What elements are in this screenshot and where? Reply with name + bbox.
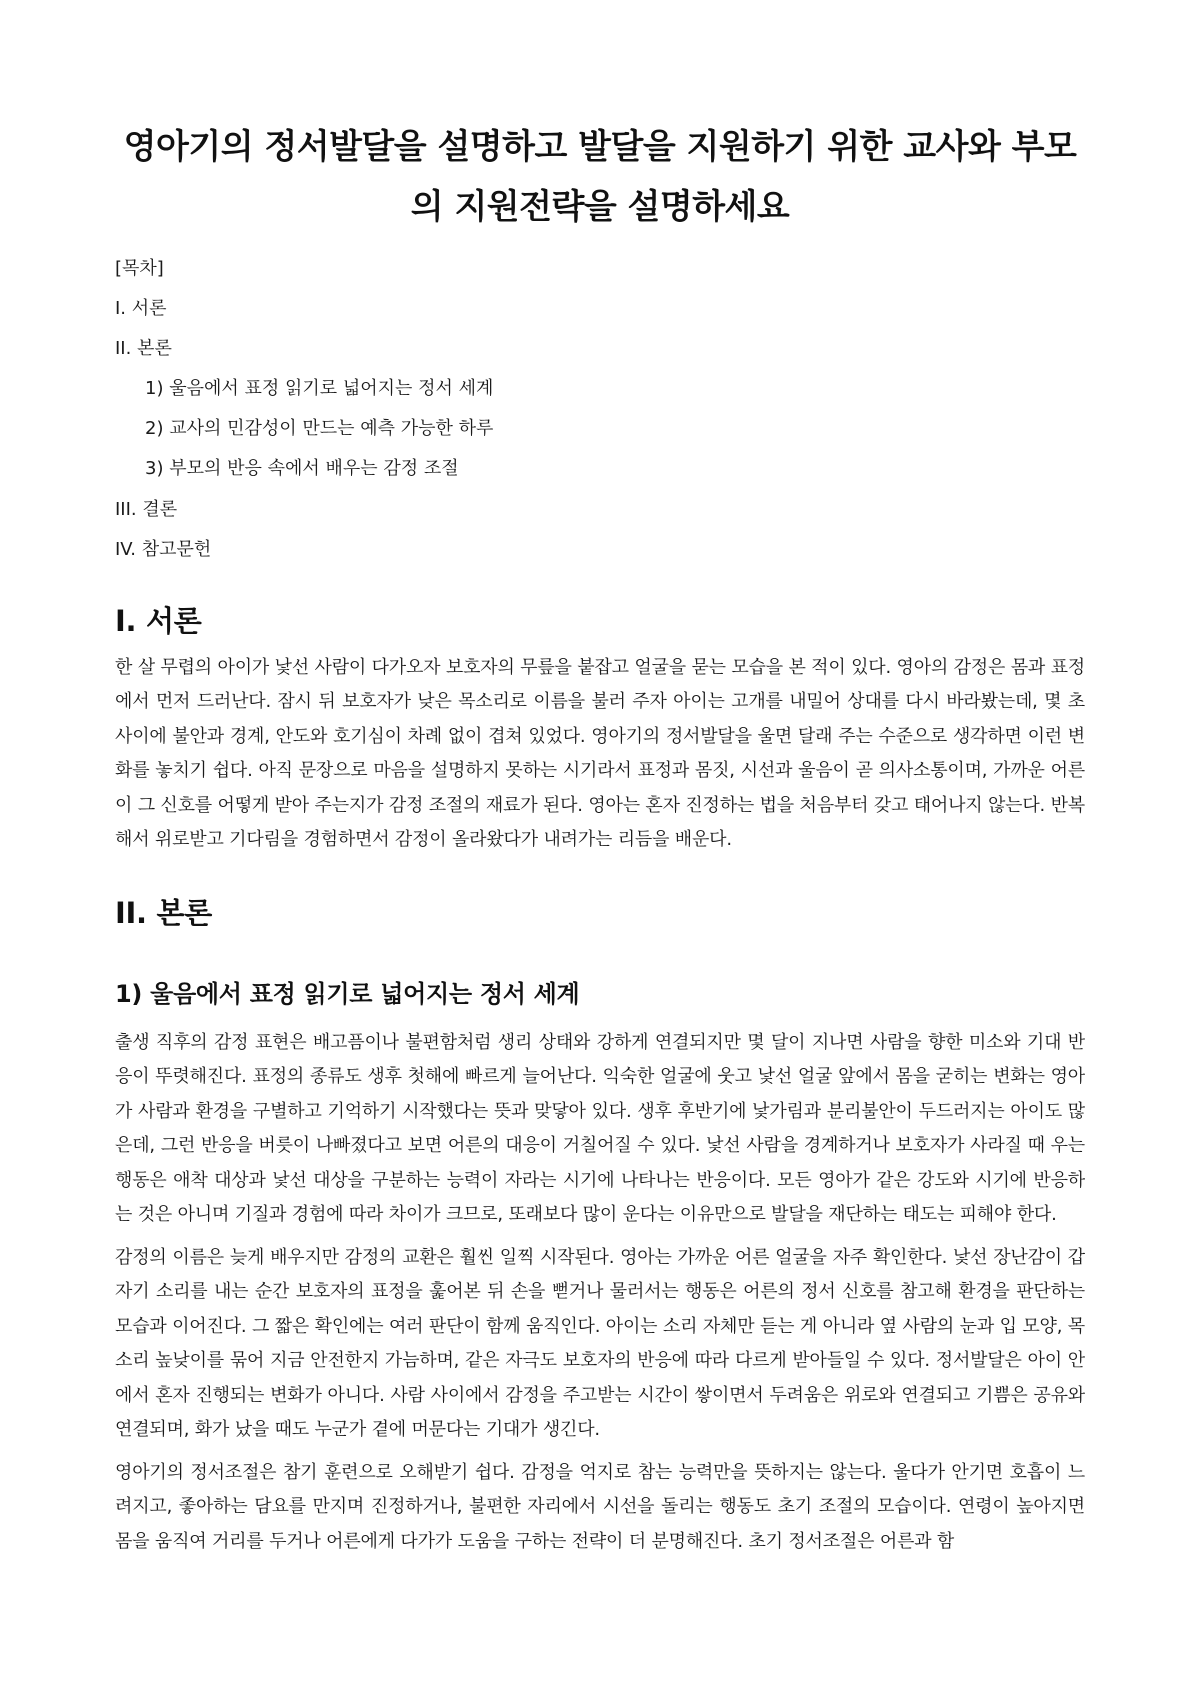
toc-item-conclusion: III. 결론: [115, 498, 178, 520]
body-paragraph-3: 영아기의 정서조절은 참기 훈련으로 오해받기 쉽다. 감정을 억지로 참는 능력만을 뜻하지는 않는다. 울다가 안기면 호흡이 느려지고, 좋아하는 담요를 만지며 진정하거나, 불편한 자리에서 시선을 돌리는 행동도 초기 조절의 모습이다. 연령이 높아지면 몸을 움직여 거리를 두거나 어른에게 다가가 도움을 구하는 전략이 더 분명해진다. 초기 정서조절은 어른과 함: [115, 1461, 1085, 1552]
section-heading-intro: I. 서론: [115, 603, 202, 638]
toc-item-intro: I. 서론: [115, 298, 167, 320]
toc-subitem-1: 1) 울음에서 표정 읽기로 넓어지는 정서 세계: [145, 378, 494, 400]
toc-heading: [목차]: [115, 258, 164, 279]
toc-subitem-3: 3) 부모의 반응 속에서 배우는 감정 조절: [145, 458, 459, 480]
toc-item-body: II. 본론: [115, 338, 172, 360]
document-title: 영아기의 정서발달을 설명하고 발달을 지원하기 위한 교사와 부모의 지원전략을 설명하세요: [123, 127, 1077, 227]
table-of-contents: [115, 249, 1085, 570]
toc-item-references: IV. 참고문헌: [115, 538, 212, 560]
toc-subitem-2: 2) 교사의 민감성이 만드는 예측 가능한 하루: [145, 418, 494, 440]
subsection-heading-1: 1) 울음에서 표정 읽기로 넓어지는 정서 세계: [115, 979, 580, 1008]
body-paragraph-1: 출생 직후의 감정 표현은 배고픔이나 불편함처럼 생리 상태와 강하게 연결되지만 몇 달이 지나면 사람을 향한 미소와 기대 반응이 뚜렷해진다. 표정의 종류도 생후 첫해에 빠르게 늘어난다. 익숙한 얼굴에 웃고 낯선 얼굴 앞에서 몸을 굳히는 변화는 영아가 사람과 환경을 구별하고 기억하기 시작했다는 뜻과 맞닿아 있다. 생후 후반기에 낯가림과 분리불안이 두드러지는 아이도 많은데, 그런 반응을 버릇이 나빠졌다고 보면 어른의 대응이 거칠어질 수 있다. 낯선 사람을 경계하거나 보호자가 사라질 때 우는 행동은 애착 대상과 낯선 대상을 구분하는 능력이 자라는 시기에 나타나는 반응이다. 모든 영아가 같은 강도와 시기에 반응하는 것은 아니며 기질과 경험에 따라 차이가 크므로, 또래보다 많이 운다는 이유만으로 발달을 재단하는 태도는 피해야 한다.: [115, 1031, 1085, 1226]
section-heading-body: II. 본론: [115, 895, 212, 930]
body-paragraph-2: 감정의 이름은 늦게 배우지만 감정의 교환은 훨씬 일찍 시작된다. 영아는 가까운 어른 얼굴을 자주 확인한다. 낯선 장난감이 갑자기 소리를 내는 순간 보호자의 표정을 훑어본 뒤 손을 뻗거나 물러서는 행동은 어른의 정서 신호를 참고해 환경을 판단하는 모습과 이어진다. 그 짧은 확인에는 여러 판단이 함께 움직인다. 아이는 소리 자체만 듣는 게 아니라 옆 사람의 눈과 입 모양, 목소리 높낮이를 묶어 지금 안전한지 가늠하며, 같은 자극도 보호자의 반응에 따라 다르게 받아들일 수 있다. 정서발달은 아이 안에서 혼자 진행되는 변화가 아니다. 사람 사이에서 감정을 주고받는 시간이 쌓이면서 두려움은 위로와 연결되고 기쁨은 공유와 연결되며, 화가 났을 때도 누군가 곁에 머문다는 기대가 생긴다.: [115, 1246, 1085, 1441]
intro-paragraph: 한 살 무렵의 아이가 낯선 사람이 다가오자 보호자의 무릎을 붙잡고 얼굴을 묻는 모습을 본 적이 있다. 영아의 감정은 몸과 표정에서 먼저 드러난다. 잠시 뒤 보호자가 낮은 목소리로 이름을 불러 주자 아이는 고개를 내밀어 상대를 다시 바라봤는데, 몇 초 사이에 불안과 경계, 안도와 호기심이 차례 없이 겹쳐 있었다. 영아기의 정서발달을 울면 달래 주는 수준으로 생각하면 이런 변화를 놓치기 쉽다. 아직 문장으로 마음을 설명하지 못하는 시기라서 표정과 몸짓, 시선과 울음이 곧 의사소통이며, 가까운 어른이 그 신호를 어떻게 받아 주는지가 감정 조절의 재료가 된다. 영아는 혼자 진정하는 법을 처음부터 갖고 태어나지 않는다. 반복해서 위로받고 기다림을 경험하면서 감정이 올라왔다가 내려가는 리듬을 배운다.: [115, 656, 1085, 851]
